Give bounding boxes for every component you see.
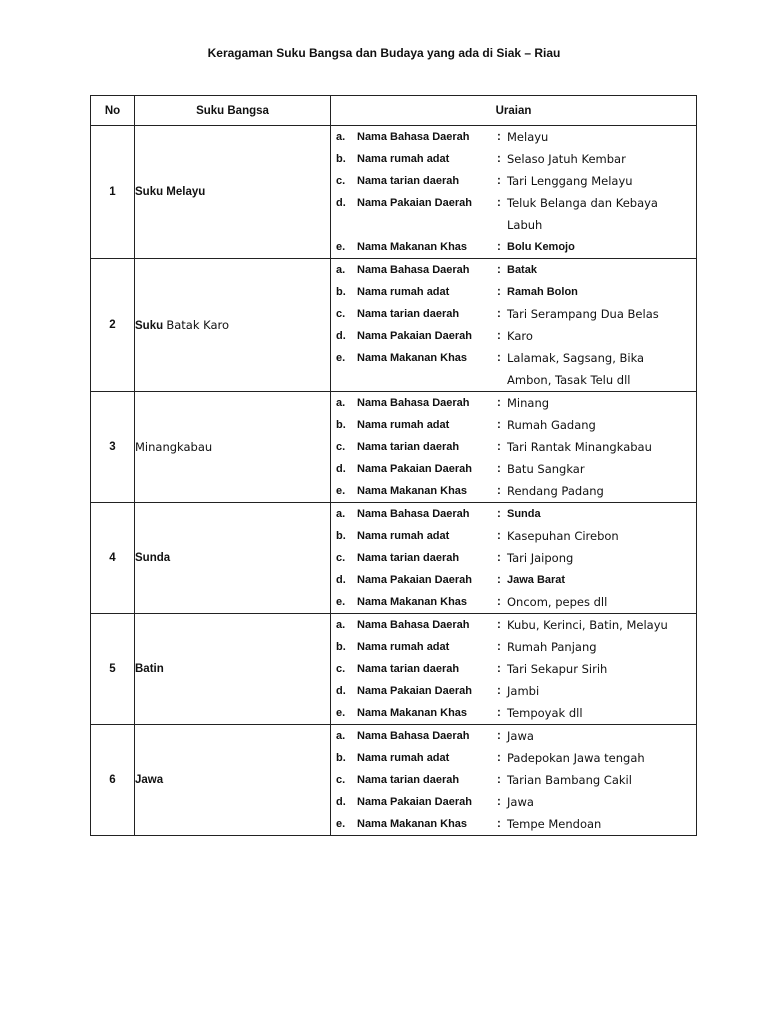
suku-bangsa-cell <box>135 614 331 725</box>
item-colon: : <box>497 641 501 653</box>
item-label: Nama Bahasa Daerah <box>357 508 470 520</box>
suku-bangsa-cell <box>135 392 331 503</box>
item-value: Melayu <box>507 130 549 144</box>
item-colon: : <box>497 752 501 764</box>
table-row <box>91 392 697 503</box>
item-colon: : <box>497 241 501 253</box>
suku-bangsa-name: Sunda <box>135 552 171 564</box>
uraian-cell <box>331 259 697 392</box>
suku-bangsa-name-rest: Batak Karo <box>166 318 230 332</box>
uraian-item <box>331 148 696 170</box>
item-letter: d. <box>336 197 346 209</box>
row-number: 5 <box>91 614 135 725</box>
item-value-continued: Ambon, Tasak Telu dll <box>507 373 631 387</box>
uraian-item-continuation <box>331 369 696 391</box>
item-value: Jambi <box>507 684 540 698</box>
item-colon: : <box>497 419 501 431</box>
item-colon: : <box>497 796 501 808</box>
item-colon: : <box>497 131 501 143</box>
item-colon: : <box>497 441 501 453</box>
item-label: Nama Bahasa Daerah <box>357 730 470 742</box>
item-letter: a. <box>336 264 346 276</box>
item-letter: c. <box>336 175 346 187</box>
uraian-item <box>331 680 696 702</box>
item-colon: : <box>497 175 501 187</box>
suku-bangsa-name: Suku <box>135 320 164 332</box>
item-label: Nama Pakaian Daerah <box>357 574 472 586</box>
item-label: Nama Makanan Khas <box>357 352 468 364</box>
suku-bangsa-name: Batin <box>135 663 164 675</box>
item-value: Tari Sekapur Sirih <box>507 662 608 676</box>
item-letter: e. <box>336 818 346 830</box>
item-label: Nama tarian daerah <box>357 441 460 453</box>
item-label: Nama Makanan Khas <box>357 485 468 497</box>
uraian-item <box>331 614 696 636</box>
row-number: 6 <box>91 725 135 836</box>
item-value: Tari Rantak Minangkabau <box>507 440 652 454</box>
item-letter: a. <box>336 730 346 742</box>
row-number: 4 <box>91 503 135 614</box>
item-value: Jawa Barat <box>507 574 566 586</box>
uraian-item <box>331 547 696 569</box>
table-row <box>91 259 697 392</box>
uraian-item <box>331 813 696 835</box>
uraian-item <box>331 702 696 724</box>
item-label: Nama Pakaian Daerah <box>357 796 472 808</box>
uraian-item <box>331 525 696 547</box>
item-colon: : <box>497 552 501 564</box>
item-letter: a. <box>336 508 346 520</box>
item-letter: d. <box>336 685 346 697</box>
uraian-item <box>331 392 696 414</box>
item-value: Rumah Panjang <box>507 640 597 654</box>
item-label: Nama Pakaian Daerah <box>357 330 472 342</box>
item-letter: c. <box>336 308 346 320</box>
item-value: Jawa <box>507 729 534 743</box>
suku-bangsa-cell <box>135 259 331 392</box>
item-label: Nama rumah adat <box>357 153 450 165</box>
item-colon: : <box>497 774 501 786</box>
uraian-item <box>331 236 696 258</box>
item-value: Batak <box>507 264 537 276</box>
uraian-item <box>331 791 696 813</box>
item-value: Tempoyak dll <box>507 706 583 720</box>
item-colon: : <box>497 707 501 719</box>
item-letter: b. <box>336 641 346 653</box>
item-value: Tarian Bambang Cakil <box>507 773 632 787</box>
item-label: Nama Makanan Khas <box>357 707 468 719</box>
item-label: Nama Bahasa Daerah <box>357 397 470 409</box>
item-letter: e. <box>336 596 346 608</box>
uraian-item <box>331 769 696 791</box>
item-value: Oncom, pepes dll <box>507 595 608 609</box>
item-value: Karo <box>507 329 533 343</box>
item-label: Nama Pakaian Daerah <box>357 197 472 209</box>
header-suku-bangsa: Suku Bangsa <box>135 96 331 126</box>
item-label: Nama Bahasa Daerah <box>357 264 470 276</box>
item-colon: : <box>497 330 501 342</box>
row-number: 3 <box>91 392 135 503</box>
item-letter: b. <box>336 419 346 431</box>
item-colon: : <box>497 463 501 475</box>
uraian-item-continuation <box>331 214 696 236</box>
item-value: Minang <box>507 396 550 410</box>
uraian-cell <box>331 392 697 503</box>
uraian-item <box>331 414 696 436</box>
table-header-row <box>91 96 697 126</box>
item-value: Teluk Belanga dan Kebaya <box>507 196 658 210</box>
suku-bangsa-cell <box>135 503 331 614</box>
uraian-item <box>331 281 696 303</box>
item-colon: : <box>497 596 501 608</box>
item-value: Tempe Mendoan <box>507 817 602 831</box>
uraian-item <box>331 503 696 525</box>
item-value: Padepokan Jawa tengah <box>507 751 645 765</box>
item-label: Nama Makanan Khas <box>357 241 468 253</box>
item-label: Nama Pakaian Daerah <box>357 685 472 697</box>
item-letter: d. <box>336 463 346 475</box>
item-label: Nama Bahasa Daerah <box>357 131 470 143</box>
row-number: 2 <box>91 259 135 392</box>
uraian-item <box>331 569 696 591</box>
item-colon: : <box>497 308 501 320</box>
item-colon: : <box>497 352 501 364</box>
table-row <box>91 503 697 614</box>
uraian-item <box>331 347 696 369</box>
item-value: Kasepuhan Cirebon <box>507 529 619 543</box>
item-value: Batu Sangkar <box>507 462 585 476</box>
header-uraian: Uraian <box>331 96 697 126</box>
suku-bangsa-name: Suku Melayu <box>135 186 206 198</box>
uraian-cell <box>331 725 697 836</box>
item-letter: e. <box>336 352 346 364</box>
item-letter: c. <box>336 774 346 786</box>
item-value: Tari Serampang Dua Belas <box>507 307 659 321</box>
uraian-item <box>331 591 696 613</box>
item-value: Bolu Kemojo <box>507 241 575 253</box>
item-value: Ramah Bolon <box>507 286 578 298</box>
item-value: Rumah Gadang <box>507 418 596 432</box>
item-label: Nama rumah adat <box>357 752 450 764</box>
table-row <box>91 614 697 725</box>
item-label: Nama Makanan Khas <box>357 596 468 608</box>
item-label: Nama Pakaian Daerah <box>357 463 472 475</box>
suku-bangsa-cell <box>135 725 331 836</box>
uraian-item <box>331 658 696 680</box>
culture-table <box>90 95 697 836</box>
item-letter: a. <box>336 619 346 631</box>
row-number: 1 <box>91 126 135 259</box>
uraian-item <box>331 747 696 769</box>
item-letter: b. <box>336 530 346 542</box>
item-letter: c. <box>336 663 346 675</box>
uraian-item <box>331 192 696 214</box>
suku-bangsa-name: Minangkabau <box>135 440 213 454</box>
item-label: Nama rumah adat <box>357 641 450 653</box>
item-letter: c. <box>336 441 346 453</box>
uraian-item <box>331 458 696 480</box>
item-colon: : <box>497 530 501 542</box>
item-letter: b. <box>336 286 346 298</box>
item-letter: a. <box>336 131 346 143</box>
item-colon: : <box>497 619 501 631</box>
item-value-continued: Labuh <box>507 218 543 232</box>
item-label: Nama Makanan Khas <box>357 818 468 830</box>
item-label: Nama tarian daerah <box>357 308 460 320</box>
item-letter: e. <box>336 707 346 719</box>
item-colon: : <box>497 574 501 586</box>
uraian-item <box>331 303 696 325</box>
header-no: No <box>91 96 135 126</box>
uraian-item <box>331 325 696 347</box>
item-colon: : <box>497 264 501 276</box>
item-colon: : <box>497 663 501 675</box>
item-value: Selaso Jatuh Kembar <box>507 152 626 166</box>
item-letter: d. <box>336 796 346 808</box>
item-value: Sunda <box>507 508 541 520</box>
item-letter: e. <box>336 241 346 253</box>
uraian-item <box>331 170 696 192</box>
table-row <box>91 725 697 836</box>
item-letter: d. <box>336 574 346 586</box>
item-label: Nama tarian daerah <box>357 663 460 675</box>
item-letter: d. <box>336 330 346 342</box>
item-colon: : <box>497 286 501 298</box>
uraian-cell <box>331 614 697 725</box>
item-value: Jawa <box>507 795 534 809</box>
item-label: Nama tarian daerah <box>357 175 460 187</box>
item-colon: : <box>497 818 501 830</box>
item-label: Nama rumah adat <box>357 419 450 431</box>
item-letter: b. <box>336 153 346 165</box>
suku-bangsa-cell <box>135 126 331 259</box>
item-letter: b. <box>336 752 346 764</box>
uraian-item <box>331 725 696 747</box>
item-colon: : <box>497 397 501 409</box>
item-label: Nama tarian daerah <box>357 552 460 564</box>
table-row <box>91 126 697 259</box>
item-label: Nama Bahasa Daerah <box>357 619 470 631</box>
item-colon: : <box>497 730 501 742</box>
item-colon: : <box>497 153 501 165</box>
item-value: Tari Jaipong <box>507 551 574 565</box>
uraian-item <box>331 636 696 658</box>
item-letter: a. <box>336 397 346 409</box>
page-title: Keragaman Suku Bangsa dan Budaya yang ada di Siak – Riau <box>207 46 561 60</box>
item-value: Lalamak, Sagsang, Bika <box>507 351 645 365</box>
suku-bangsa-name: Jawa <box>135 774 164 786</box>
item-label: Nama tarian daerah <box>357 774 460 786</box>
uraian-item <box>331 259 696 281</box>
uraian-item <box>331 480 696 502</box>
uraian-item <box>331 126 696 148</box>
item-label: Nama rumah adat <box>357 530 450 542</box>
item-colon: : <box>497 197 501 209</box>
uraian-cell <box>331 126 697 259</box>
item-letter: e. <box>336 485 346 497</box>
item-value: Tari Lenggang Melayu <box>507 174 633 188</box>
uraian-cell <box>331 503 697 614</box>
item-letter: c. <box>336 552 346 564</box>
item-value: Rendang Padang <box>507 484 604 498</box>
item-label: Nama rumah adat <box>357 286 450 298</box>
item-colon: : <box>497 485 501 497</box>
item-colon: : <box>497 685 501 697</box>
item-colon: : <box>497 508 501 520</box>
item-value: Kubu, Kerinci, Batin, Melayu <box>507 618 668 632</box>
uraian-item <box>331 436 696 458</box>
